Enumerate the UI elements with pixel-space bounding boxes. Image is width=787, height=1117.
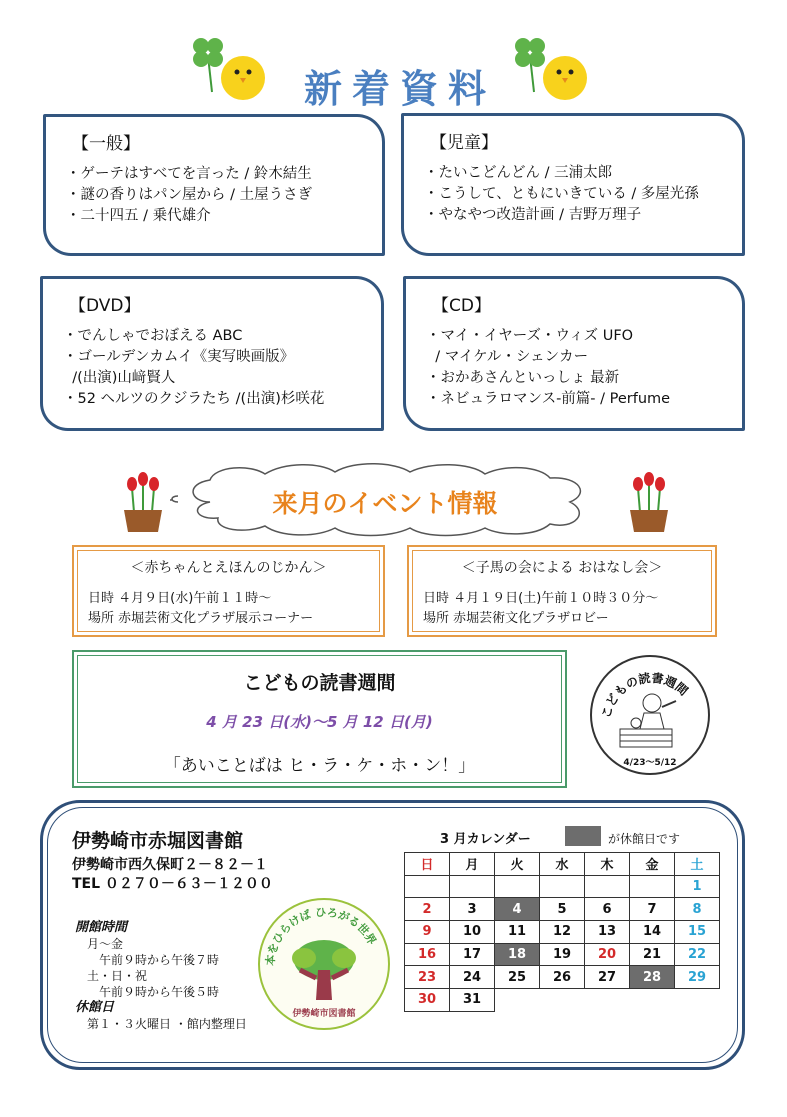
event-date: 日時 ４月１９日(土)午前１０時３０分～ <box>423 591 659 606</box>
weekday-cell: 金 <box>630 853 675 876</box>
children-heading: 【児童】 <box>430 133 498 153</box>
event-title: ＜子馬の会による おはなし会＞ <box>461 560 663 576</box>
day-cell: 8 <box>675 898 720 921</box>
reading-week-dates: 4 月 23 日(水)～5 月 12 日(月) <box>206 713 433 731</box>
day-cell: 14 <box>630 921 675 944</box>
day-cell <box>630 875 675 898</box>
logo-text: 本をひらけば ひろがる世界 <box>263 905 379 967</box>
empty-cell <box>540 989 585 1012</box>
general-box <box>43 114 385 256</box>
calendar-week-row <box>405 898 720 921</box>
weekday-cell: 月 <box>450 853 495 876</box>
closed-days: 第１・３火曜日 ・館内整理日 <box>87 1017 247 1031</box>
day-cell: 19 <box>540 943 585 966</box>
day-cell: 1 <box>675 875 720 898</box>
title-banner <box>0 30 787 120</box>
day-cell: 10 <box>450 921 495 944</box>
day-cell: 11 <box>495 921 540 944</box>
day-cell <box>405 875 450 898</box>
list-item: ・52 ヘルツのクジラたち /(出演)杉咲花 <box>63 391 325 407</box>
calendar-week-row <box>405 943 720 966</box>
reading-week-stamp <box>590 655 710 775</box>
empty-cell <box>630 989 675 1012</box>
event-box-2 <box>407 545 717 637</box>
tulip-icon <box>626 470 672 532</box>
day-cell: 21 <box>630 943 675 966</box>
list-item: ・ネビュラロマンス-前篇- / Perfume <box>426 391 671 407</box>
opening-hours <box>75 920 247 1032</box>
list-item: ・ゴールデンカムイ《実写映画版》 <box>63 349 295 365</box>
calendar-note: が休館日です <box>608 832 681 846</box>
library-tel: TEL ０２７０－６３－１２００ <box>72 876 273 892</box>
weekday-hours: 午前９時から午後７時 <box>99 953 220 967</box>
day-cell: 29 <box>675 966 720 989</box>
list-item: ・二十四五 / 乗代雄介 <box>66 208 211 224</box>
reading-week-box <box>72 650 567 788</box>
page-title: 新着資料 <box>303 67 496 111</box>
day-cell: 20 <box>585 943 630 966</box>
event-date: 日時 ４月９日(水)午前１１時～ <box>88 591 272 606</box>
day-cell: 12 <box>540 921 585 944</box>
day-cell: 31 <box>450 989 495 1012</box>
dvd-heading: 【DVD】 <box>69 296 141 316</box>
weekend-label: 土・日・祝 <box>87 969 148 983</box>
svg-text:こどもの読書週間 <box>599 670 691 720</box>
cloud-shape <box>170 462 620 537</box>
day-cell: 22 <box>675 943 720 966</box>
reading-week-slogan: 「あいことばは ヒ・ラ・ケ・ホ・ン！」 <box>163 756 476 776</box>
event-place: 場所 赤堀芸術文化プラザロビー <box>423 611 609 626</box>
day-cell <box>495 875 540 898</box>
calendar-header-row <box>405 853 720 876</box>
library-logo <box>258 898 390 1030</box>
list-item: /(出演)山﨑賢人 <box>63 370 176 386</box>
day-cell: 26 <box>540 966 585 989</box>
logo-name: 伊勢崎市図書館 <box>292 1009 356 1019</box>
weekend-hours: 午前９時から午後５時 <box>99 985 220 999</box>
list-item: ・ゲーテはすべてを言った / 鈴木結生 <box>66 166 312 182</box>
calendar-week-row <box>405 921 720 944</box>
event-box-1 <box>72 545 385 637</box>
stamp-dates: 4/23～5/12 <box>623 758 677 768</box>
day-cell: 2 <box>405 898 450 921</box>
empty-cell <box>495 989 540 1012</box>
list-item: ・こうして、ともにいきている / 多屋光孫 <box>424 186 699 202</box>
day-cell: 27 <box>585 966 630 989</box>
closed-legend-swatch <box>565 826 601 846</box>
event-title: ＜赤ちゃんとえほんのじかん＞ <box>130 560 327 576</box>
dvd-box <box>40 276 384 431</box>
list-item: ・たいこどんどん / 三浦太郎 <box>424 165 613 181</box>
event-place: 場所 赤堀芸術文化プラザ展示コーナー <box>88 611 314 626</box>
day-cell: 5 <box>540 898 585 921</box>
day-cell: 17 <box>450 943 495 966</box>
day-cell: 18 <box>495 943 540 966</box>
day-cell: 28 <box>630 966 675 989</box>
weekday-cell: 木 <box>585 853 630 876</box>
calendar-table <box>404 852 720 1012</box>
calendar-title: 3 月カレンダー <box>440 832 531 847</box>
library-name: 伊勢崎市赤堀図書館 <box>72 830 244 852</box>
day-cell: 23 <box>405 966 450 989</box>
day-cell: 25 <box>495 966 540 989</box>
empty-cell <box>675 989 720 1012</box>
calendar-week-row <box>405 989 720 1012</box>
general-heading: 【一般】 <box>72 134 140 154</box>
weekday-label: 月～金 <box>87 937 124 951</box>
chick-icon <box>218 46 268 102</box>
calendar-week-row <box>405 875 720 898</box>
day-cell: 30 <box>405 989 450 1012</box>
day-cell <box>540 875 585 898</box>
day-cell: 7 <box>630 898 675 921</box>
list-item: ・やなやつ改造計画 / 吉野万理子 <box>424 207 642 223</box>
day-cell: 9 <box>405 921 450 944</box>
day-cell <box>450 875 495 898</box>
list-item: ・でんしゃでおぼえる ABC <box>63 328 243 344</box>
reading-week-title: こどもの読書週間 <box>243 672 396 694</box>
day-cell: 15 <box>675 921 720 944</box>
tulip-icon <box>120 470 166 532</box>
day-cell: 3 <box>450 898 495 921</box>
day-cell: 13 <box>585 921 630 944</box>
list-item: ・謎の香りはパン屋から / 土屋うさぎ <box>66 187 313 203</box>
list-item: ・マイ・イヤーズ・ウィズ UFO <box>426 328 634 344</box>
events-heading: 来月のイベント情報 <box>272 489 498 518</box>
weekday-cell: 日 <box>405 853 450 876</box>
hours-heading: 開館時間 <box>75 920 128 935</box>
cd-heading: 【CD】 <box>432 296 491 316</box>
day-cell <box>585 875 630 898</box>
day-cell: 4 <box>495 898 540 921</box>
list-item: ・おかあさんといっしょ 最新 <box>426 370 620 386</box>
stamp-text: こどもの読書週間 <box>598 670 691 720</box>
weekday-cell: 水 <box>540 853 585 876</box>
cd-box <box>403 276 745 431</box>
day-cell: 6 <box>585 898 630 921</box>
weekday-cell: 土 <box>675 853 720 876</box>
closed-heading: 休館日 <box>75 1000 115 1015</box>
day-cell: 24 <box>450 966 495 989</box>
empty-cell <box>585 989 630 1012</box>
chick-icon <box>540 46 590 102</box>
list-item: / マイケル・シェンカー <box>426 349 589 365</box>
calendar-week-row <box>405 966 720 989</box>
library-address: 伊勢崎市西久保町２－８２－１ <box>72 857 268 873</box>
children-box <box>401 113 745 256</box>
day-cell: 16 <box>405 943 450 966</box>
tree-icon <box>260 900 388 1028</box>
weekday-cell: 火 <box>495 853 540 876</box>
